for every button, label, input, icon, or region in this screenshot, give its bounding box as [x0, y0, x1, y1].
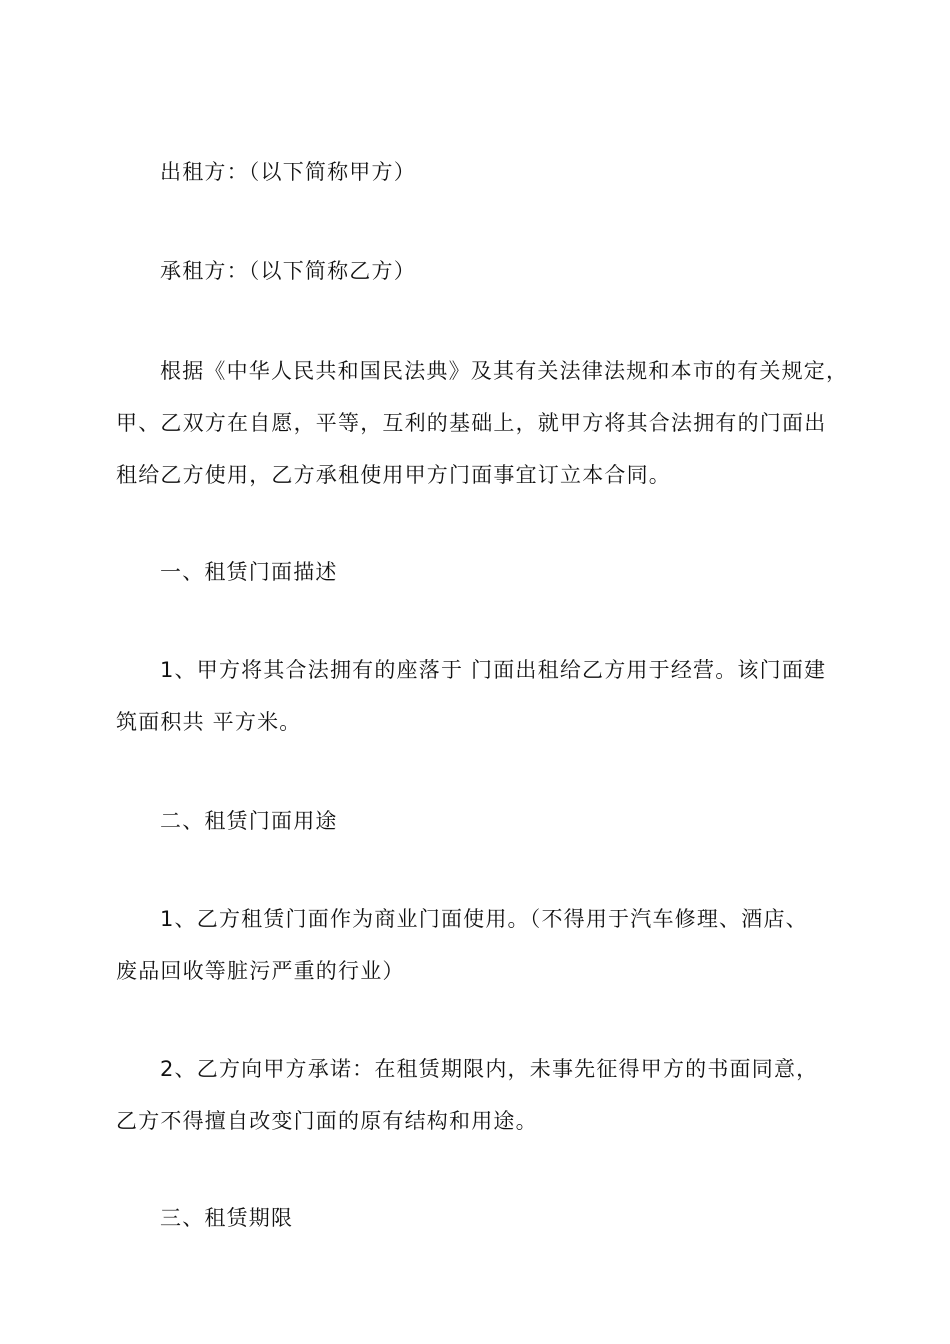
section-1-title: 一、租赁门面描述: [160, 560, 338, 584]
section-3-title: 三、租赁期限: [160, 1206, 294, 1230]
lessee-line: [116, 245, 856, 297]
section-2-item-2-line: 乙方不得擅自改变门面的原有结构和用途。: [116, 1109, 538, 1133]
preamble-line: 甲、乙双方在自愿，平等，互利的基础上，就甲方将其合法拥有的门面出: [116, 411, 827, 435]
section-3-heading: [116, 1192, 856, 1244]
section-2-item-2-line: 2、乙方向甲方承诺：在租赁期限内，未事先征得甲方的书面同意，: [160, 1057, 819, 1081]
preamble-line: 根据《中华人民共和国民法典》及其有关法律法规和本市的有关规定，: [160, 359, 849, 383]
section-2-item-2: [116, 1043, 856, 1147]
section-1-item-1-line: 1、甲方将其合法拥有的座落于 门面出租给乙方用于经营。该门面建: [160, 658, 827, 682]
section-2-item-1-line: 废品回收等脏污严重的行业）: [116, 959, 405, 983]
section-1-heading: [116, 546, 856, 598]
lessor-line: [116, 146, 856, 198]
section-1-item-1: [116, 644, 856, 748]
lessor-text: 出租方：（以下简称甲方）: [160, 160, 416, 184]
lessee-text: 承租方：（以下简称乙方）: [160, 259, 416, 283]
preamble-line: 租给乙方使用，乙方承租使用甲方门面事宜订立本合同。: [116, 463, 671, 487]
preamble-paragraph: [116, 345, 856, 501]
section-2-title: 二、租赁门面用途: [160, 809, 338, 833]
section-2-item-1: [116, 893, 856, 997]
section-1-item-1-line: 筑面积共 平方米。: [116, 710, 302, 734]
section-2-heading: [116, 795, 856, 847]
section-2-item-1-line: 1、乙方租赁门面作为商业门面使用。（不得用于汽车修理、酒店、: [160, 907, 808, 931]
